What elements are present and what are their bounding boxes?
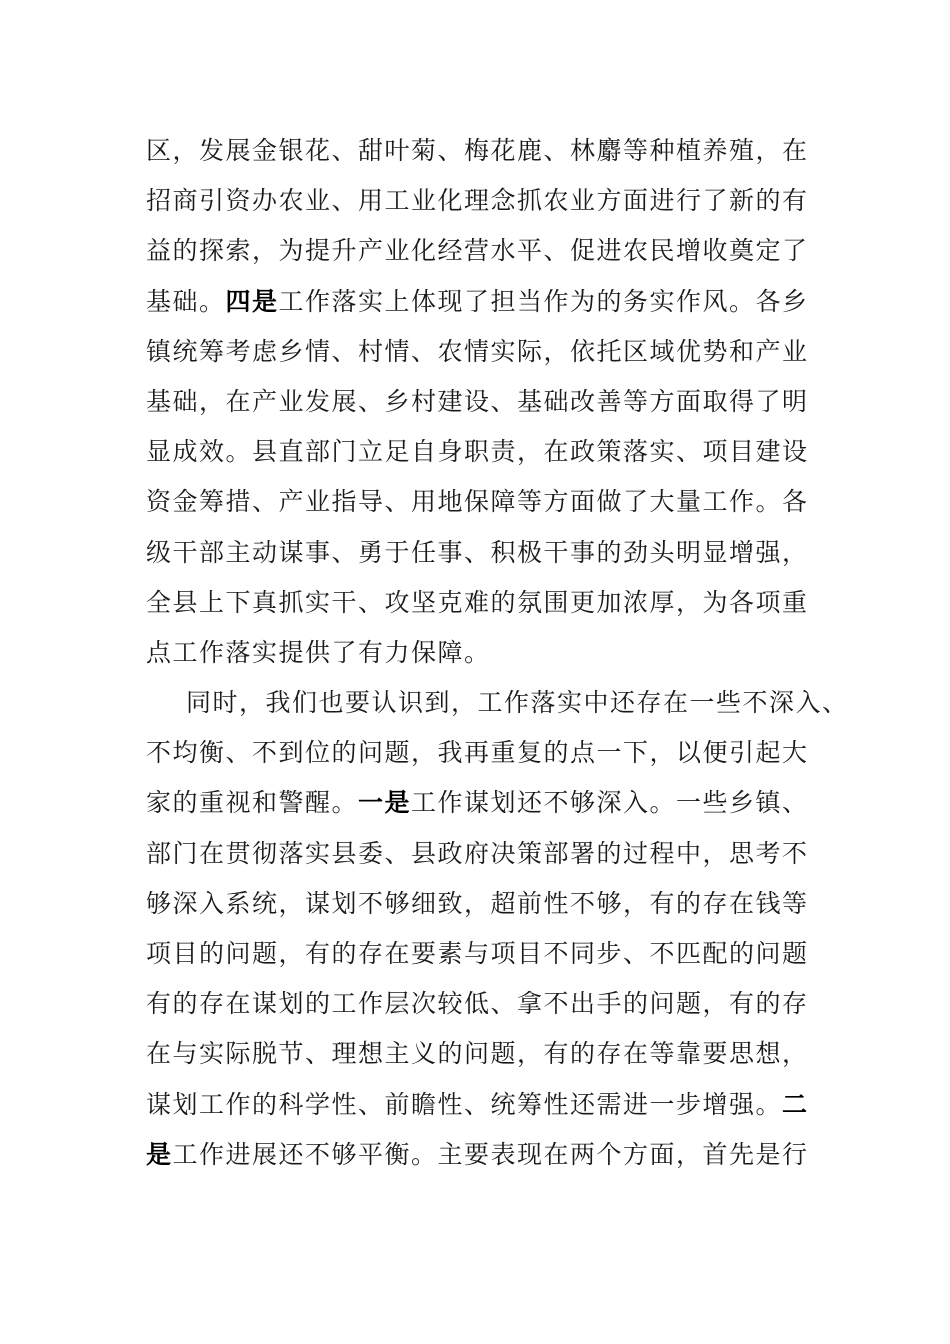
body-text <box>146 126 849 1180</box>
text-line-8: 资金筹措、产业指导、用地保障等方面做了大量工作。各 <box>146 487 809 517</box>
bold-marker-one: 一是 <box>358 788 412 818</box>
text-line-3: 益的探索，为提升产业化经营水平、促进农民增收奠定了 <box>146 236 809 266</box>
text-line-12: 同时，我们也要认识到，工作落实中还存在一些不深入、 <box>186 688 849 718</box>
text-line-1: 区，发展金银花、甜叶菊、梅花鹿、林麝等种植养殖，在 <box>146 136 809 165</box>
text-line-19: 在与实际脱节、理想主义的问题，有的存在等靠要思想， <box>146 1039 809 1069</box>
text-line-14: 家的重视和警醒。一是工作谋划还不够深入。一些乡镇、 <box>146 788 809 818</box>
text-line-17: 项目的问题，有的存在要素与项目不同步、不匹配的问题 <box>146 939 809 968</box>
bold-marker-four: 四是 <box>225 286 279 316</box>
text-line-15: 部门在贯彻落实县委、县政府决策部署的过程中，思考不 <box>146 838 809 868</box>
text-line-13: 不均衡、不到位的问题，我再重复的点一下，以便引起大 <box>146 738 809 768</box>
text-line-21: 是工作进展还不够平衡。主要表现在两个方面，首先是行 <box>146 1139 809 1169</box>
bold-marker-two-b: 是 <box>146 1139 173 1169</box>
text-line-5: 镇统筹考虑乡情、村情、农情实际，依托区域优势和产业 <box>146 336 809 366</box>
bold-marker-two-a: 二 <box>782 1089 809 1119</box>
text-line-16: 够深入系统，谋划不够细致，超前性不够，有的存在钱等 <box>146 888 809 918</box>
text-line-10: 全县上下真抓实干、攻坚克难的氛围更加浓厚，为各项重 <box>146 587 809 617</box>
text-line-9: 级干部主动谋事、勇于任事、积极干事的劲头明显增强， <box>146 537 809 567</box>
text-line-7: 显成效。县直部门立足自身职责，在政策落实、项目建设 <box>146 437 809 467</box>
text-line-2: 招商引资办农业、用工业化理念抓农业方面进行了新的有 <box>146 186 809 216</box>
text-line-11: 点工作落实提供了有力保障。 <box>146 637 491 667</box>
text-line-4: 基础。四是工作落实上体现了担当作为的务实作风。各乡 <box>146 286 809 316</box>
text-line-20: 谋划工作的科学性、前瞻性、统筹性还需进一步增强。二 <box>146 1089 809 1119</box>
text-line-18: 有的存在谋划的工作层次较低、拿不出手的问题，有的存 <box>146 989 809 1019</box>
text-line-6: 基础，在产业发展、乡村建设、基础改善等方面取得了明 <box>146 386 809 416</box>
